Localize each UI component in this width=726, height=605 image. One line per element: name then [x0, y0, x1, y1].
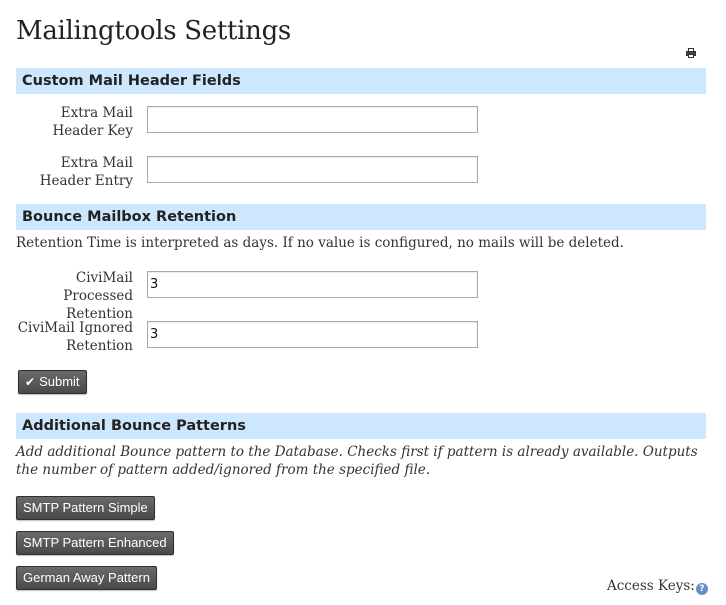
check-icon: ✔: [25, 375, 36, 389]
retention-help-text: Retention Time is interpreted as days. If no value is configured, no mails will be deleted.: [16, 235, 624, 251]
extra-mail-header-entry-input[interactable]: [147, 156, 478, 183]
civimail-processed-retention-input[interactable]: [147, 271, 478, 298]
smtp-pattern-enhanced-button[interactable]: SMTP Pattern Enhanced: [16, 531, 174, 555]
bounce-patterns-help-text: Add additional Bounce pattern to the Database. Checks first if pattern is already available. Outputs the number of pattern added/ignored from the specified file.: [16, 444, 698, 478]
submit-button-label: Submit: [39, 374, 80, 389]
extra-mail-header-entry-label: Extra Mail Header Entry: [39, 155, 133, 189]
section-header-custom-mail-header: Custom Mail Header Fields: [16, 68, 706, 94]
section-header-bounce-mailbox-retention: Bounce Mailbox Retention: [16, 204, 706, 230]
smtp-pattern-simple-button[interactable]: SMTP Pattern Simple: [16, 496, 155, 520]
printer-icon[interactable]: [686, 43, 696, 53]
submit-button[interactable]: [18, 370, 87, 394]
extra-mail-header-key-label: Extra Mail Header Key: [52, 105, 133, 139]
page-title: Mailingtools Settings: [16, 16, 291, 46]
access-keys: [607, 577, 708, 595]
access-keys-label: Access Keys:: [607, 578, 695, 594]
extra-mail-header-key-input[interactable]: [147, 106, 478, 133]
help-icon[interactable]: ?: [696, 583, 708, 595]
german-away-pattern-button[interactable]: German Away Pattern: [16, 566, 157, 590]
section-header-additional-bounce-patterns: Additional Bounce Patterns: [16, 413, 706, 439]
civimail-processed-retention-label: CiviMail Processed Retention: [63, 270, 133, 322]
civimail-ignored-retention-label: CiviMail Ignored Retention: [17, 320, 133, 354]
civimail-ignored-retention-input[interactable]: [147, 321, 478, 348]
